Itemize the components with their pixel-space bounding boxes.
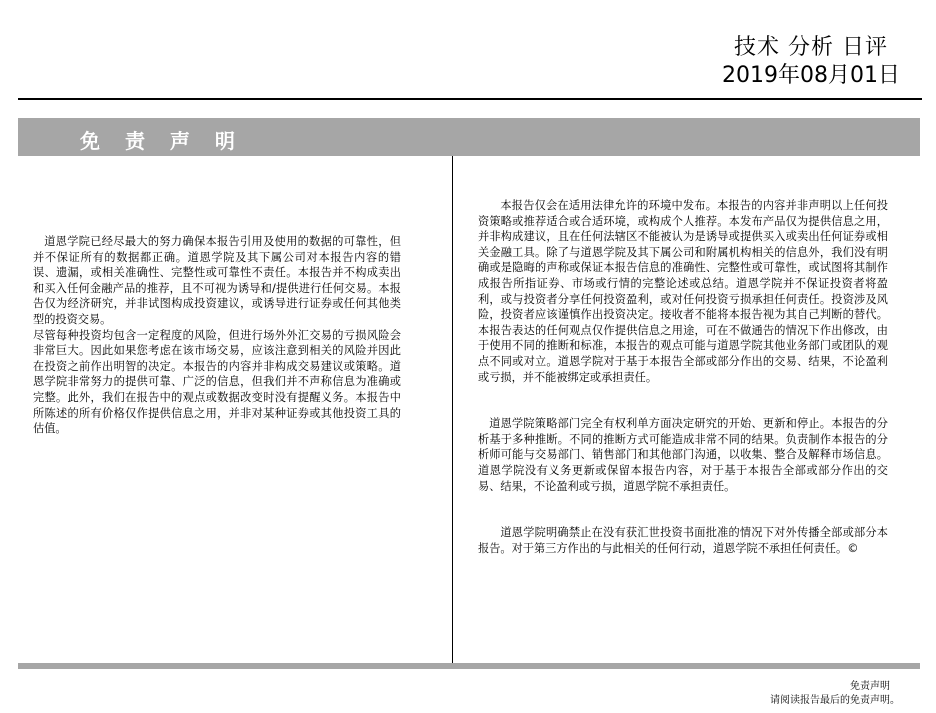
section-header-bar — [18, 118, 920, 156]
right-paragraph-3: 道恩学院明确禁止在没有获汇世投资书面批准的情况下对外传播全部或部分本报告。对于第三方作出的与此相关的任何行动，道恩学院不承担任何责任。© — [478, 526, 888, 555]
right-column — [478, 198, 888, 556]
right-paragraph-2: 道恩学院策略部门完全有权利单方面决定研究的开始、更新和停止。本报告的分析基于多种推断。不同的推断方式可能造成非常不同的结果。负责制作本报告的分析师可能与交易部门、销售部门和其他部门沟通，以收集、整合及解释市场信息。道恩学院没有义务更新或保留本报告内容，对于基于本报告全部或部分作出的交易、结果，不论盈利或亏损，道恩学院不承担责任。 — [478, 417, 888, 493]
right-paragraph-1: 本报告仅会在适用法律允许的环境中发布。本报告的内容并非声明以上任何投资策略或推荐适合或合适环境，或构成个人推荐。本发布产品仅为提供信息之用，并非构成建议，且在任何法辖区不能被认为是诱导或提供买入或卖出任何证券或相关金融工具。除了与道恩学院及其下属公司和附属机构相关的信息外，我们没有明确或是隐晦的声称或保证本报告信息的准确性、完整性或可靠性，或试图将其制作成报告所指证券、市场或行情的完整论述或总结。道恩学院并不保证投资者将盈利，或与投资者分享任何投资盈利，或对任何投资亏损承担任何责任。投资涉及风险，投资者应该谨慎作出投资决定。接收者不能将本报告视为其自己判断的替代。本报告表达的任何观点仅作提供信息之用途，可在不做通告的情况下作出修改，由于使用不同的推断和标准，本报告的观点可能与道恩学院其他业务部门或团队的观点不同或对立。道恩学院对于基于本报告全部或部分作出的交易、结果，不论盈利或亏损，并不能被绑定或承担责任。 — [478, 199, 888, 384]
left-paragraph-1: 道恩学院已经尽最大的努力确保本报告引用及使用的数据的可靠性，但并不保证所有的数据都正确。道恩学院及其下属公司对本报告内容的错误、遗漏，或相关准确性、完整性或可靠性不责任。本报告并不构成卖出和买入任何金融产品的推荐，且不可视为诱导和/提供进行任何交易。本报告仅为经济研究，并非试图构成投资建议，或诱导进行证券或任何其他类型的投资交易。 — [33, 235, 401, 326]
report-title: 技术 分析 日评 — [734, 35, 888, 60]
column-divider — [452, 156, 453, 664]
footer-bar — [18, 663, 920, 669]
section-title: 免 责 声 明 — [80, 129, 244, 153]
left-column — [33, 234, 401, 437]
report-date: 2019年08月01日 — [722, 63, 900, 88]
footer-note: 请阅读报告最后的免责声明。 — [770, 695, 900, 706]
header-divider — [18, 98, 922, 100]
left-paragraph-2: 尽管每种投资均包含一定程度的风险，但进行场外外汇交易的亏损风险会非常巨大。因此如果您考虑在该市场交易，应该注意到相关的风险并因此在投资之前作出明智的决定。本报告的内容并非构成交易建议或策略。道恩学院非常努力的提供可靠、广泛的信息，但我们并不声称信息为准确或完整。此外，我们在报告中的观点或数据改变时没有提醒义务。本报告中所陈述的所有价格仅作提供信息之用，并非对某种证券或其他投资工具的估值。 — [33, 328, 401, 436]
footer-label: 免责声明 — [850, 681, 890, 692]
